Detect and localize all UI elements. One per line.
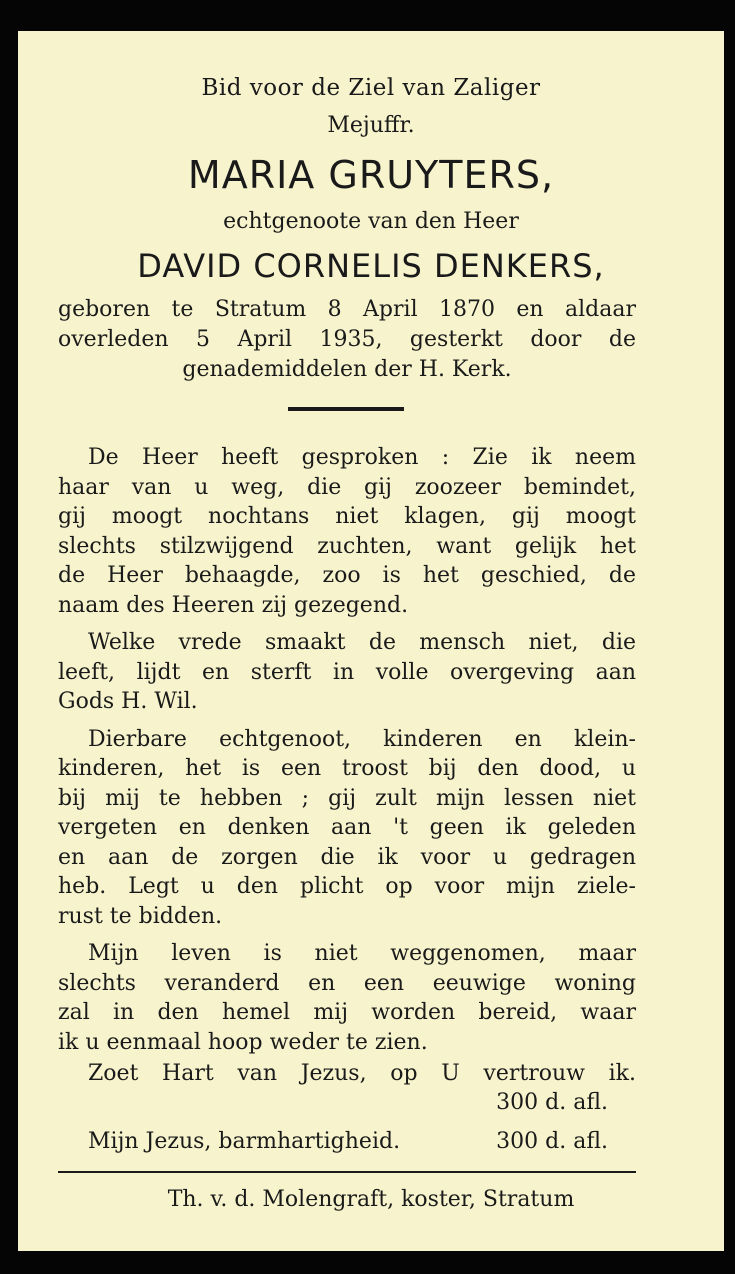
memorial-card [18, 31, 724, 1251]
text-line: ik u eenmaal hoop weder te zien. [58, 1029, 428, 1055]
paragraph [58, 443, 636, 620]
paragraph [58, 628, 636, 717]
text-line: Welke vrede smaakt de mensch niet, die [88, 630, 636, 655]
text-line: naam des Heeren zij gezegend. [58, 592, 409, 618]
deceased-name: MARIA GRUYTERS, [187, 153, 555, 197]
spouse-intro: echtgenoote van den Heer [223, 209, 519, 234]
body-text [58, 443, 636, 1065]
text-line: gij moogt nochtans niet klagen, gij moogt [58, 504, 636, 529]
bio-line: overleden 5 April 1935, gesterkt door de [58, 327, 636, 352]
prayer-text: Zoet Hart van Jezus, op U vertrouw ik. [88, 1061, 636, 1086]
prayer-1 [58, 1061, 636, 1115]
text-line: leeft, lijdt en sterft in volle overgeving aan [58, 659, 636, 685]
text-line: vergeten en denken aan 't geen ik geleden [58, 815, 636, 840]
text-line: bij mij te hebben ; gij zult mijn lessen niet [58, 785, 636, 811]
short-divider [288, 407, 404, 411]
prayer-intro: Bid voor de Ziel van Zaliger [201, 75, 541, 101]
footer-rule [58, 1171, 636, 1173]
text-line: heb. Legt u den plicht op voor mijn ziele- [58, 874, 636, 899]
text-line: zal in den hemel mij worden bereid, waar [58, 1000, 636, 1025]
text-line: haar van u weg, die gij zoozeer bemindet, [58, 474, 636, 500]
title-mejuffr: Mejuffr. [327, 113, 415, 138]
text-line: Mijn leven is niet weggenomen, maar [88, 941, 636, 966]
prayer-indulgence: 300 d. afl. [496, 1129, 608, 1154]
text-line: De Heer heeft gesproken : Zie ik neem [88, 445, 636, 470]
text-line: en aan de zorgen die ik voor u gedragen [58, 844, 636, 870]
prayer-text: Mijn Jezus, barmhartigheid. [88, 1129, 401, 1154]
text-line: slechts stilzwijgend zuchten, want gelijk het [58, 533, 636, 559]
text-line: de Heer behaagde, zoo is het geschied, de [58, 563, 636, 588]
biography [58, 295, 636, 385]
printer-credit: Th. v. d. Molengraft, koster, Stratum [167, 1187, 575, 1212]
text-line: slechts veranderd en een eeuwige woning [58, 970, 636, 996]
prayer-indulgence: 300 d. afl. [496, 1090, 608, 1115]
paragraph [58, 939, 636, 1057]
text-line: Gods H. Wil. [58, 689, 198, 714]
paragraph [58, 725, 636, 932]
text-line: Dierbare echtgenoot, kinderen en klein- [88, 726, 636, 752]
text-line: rust te bidden. [58, 903, 223, 929]
spouse-name: DAVID CORNELIS DENKERS, [137, 247, 605, 285]
bio-line: geboren te Stratum 8 April 1870 en aldaar [58, 297, 636, 322]
text-line: kinderen, het is een troost bij den dood, u [58, 756, 636, 781]
bio-line: genademiddelen der H. Kerk. [182, 357, 512, 382]
